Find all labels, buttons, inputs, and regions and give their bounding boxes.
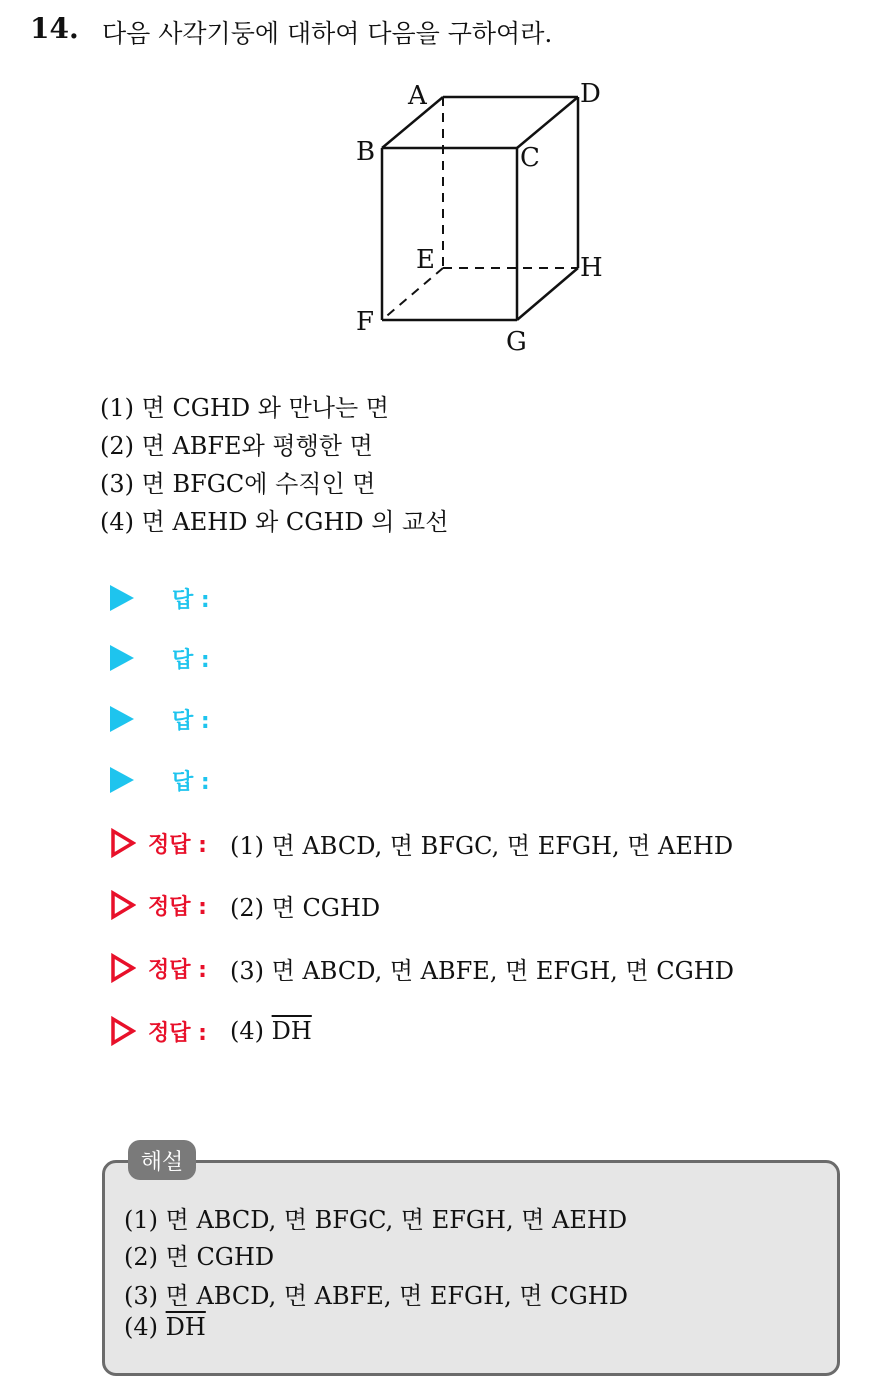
subquestion-3: (3) 면 BFGC에 수직인 면 <box>100 470 376 498</box>
edge-dc <box>517 97 578 148</box>
outline-triangle-icon <box>110 1016 136 1046</box>
explanation-tag: 해설 <box>128 1140 196 1180</box>
key-label: 정답 : <box>148 1020 207 1046</box>
outline-triangle-icon <box>110 828 136 858</box>
key-row-1 <box>110 825 733 861</box>
key-answer-3: (3) 면 ABCD, 면 ABFE, 면 EFGH, 면 CGHD <box>230 956 734 985</box>
key-answer-1: (1) 면 ABCD, 면 BFGC, 면 EFGH, 면 AEHD <box>230 831 734 860</box>
subquestion-2: (2) 면 ABFE와 평행한 면 <box>100 432 373 460</box>
explanation-line-4-prefix: (4) <box>124 1313 166 1341</box>
label-c: C <box>520 143 540 173</box>
key-answer-4-segment: $\overline{DH}$ <box>271 1017 312 1045</box>
key-row-3 <box>110 950 734 986</box>
outline-triangle-icon <box>110 953 136 983</box>
label-b: B <box>356 137 376 167</box>
key-label: 정답 : <box>148 832 207 858</box>
answer-row-3 <box>110 701 210 737</box>
edge-gh <box>517 268 578 320</box>
answer-label: 답 : <box>172 647 210 673</box>
label-a: A <box>408 81 427 111</box>
prism-figure <box>340 70 630 360</box>
label-g: G <box>506 327 527 357</box>
answer-row-1 <box>110 580 210 616</box>
explanation-line-4-segment: $\overline{DH}$ <box>165 1313 206 1341</box>
play-triangle-icon <box>110 585 134 611</box>
label-e: E <box>416 245 435 275</box>
answer-label: 답 : <box>172 769 210 795</box>
explanation-line-2: (2) 면 CGHD <box>124 1243 275 1271</box>
key-row-2 <box>110 887 380 923</box>
answer-label: 답 : <box>172 587 210 613</box>
play-triangle-icon <box>110 767 134 793</box>
key-answer-2: (2) 면 CGHD <box>230 893 381 922</box>
answer-row-4 <box>110 762 210 798</box>
explanation-line-3: (3) 면 ABCD, 면 ABFE, 면 EFGH, 면 CGHD <box>124 1282 628 1310</box>
play-triangle-icon <box>110 645 134 671</box>
edge-ef-hidden <box>382 268 443 320</box>
answer-label: 답 : <box>172 708 210 734</box>
answer-row-2 <box>110 640 210 676</box>
outline-triangle-icon <box>110 890 136 920</box>
key-label: 정답 : <box>148 957 207 983</box>
label-f: F <box>356 307 375 337</box>
play-triangle-icon <box>110 706 134 732</box>
subquestion-1: (1) 면 CGHD 와 만나는 면 <box>100 394 389 422</box>
key-answer-4 <box>230 1017 312 1045</box>
key-row-4 <box>110 1013 312 1049</box>
label-h: H <box>580 253 603 283</box>
question-text: 다음 사각기둥에 대하여 다음을 구하여라. <box>102 19 553 48</box>
explanation-line-4 <box>124 1313 206 1341</box>
subquestion-4: (4) 면 AEHD 와 CGHD 의 교선 <box>100 508 449 536</box>
explanation-line-1: (1) 면 ABCD, 면 BFGC, 면 EFGH, 면 AEHD <box>124 1206 628 1234</box>
question-number: 14. <box>30 12 79 45</box>
key-label: 정답 : <box>148 894 207 920</box>
key-answer-4-prefix: (4) <box>230 1017 272 1045</box>
label-d: D <box>580 79 601 109</box>
